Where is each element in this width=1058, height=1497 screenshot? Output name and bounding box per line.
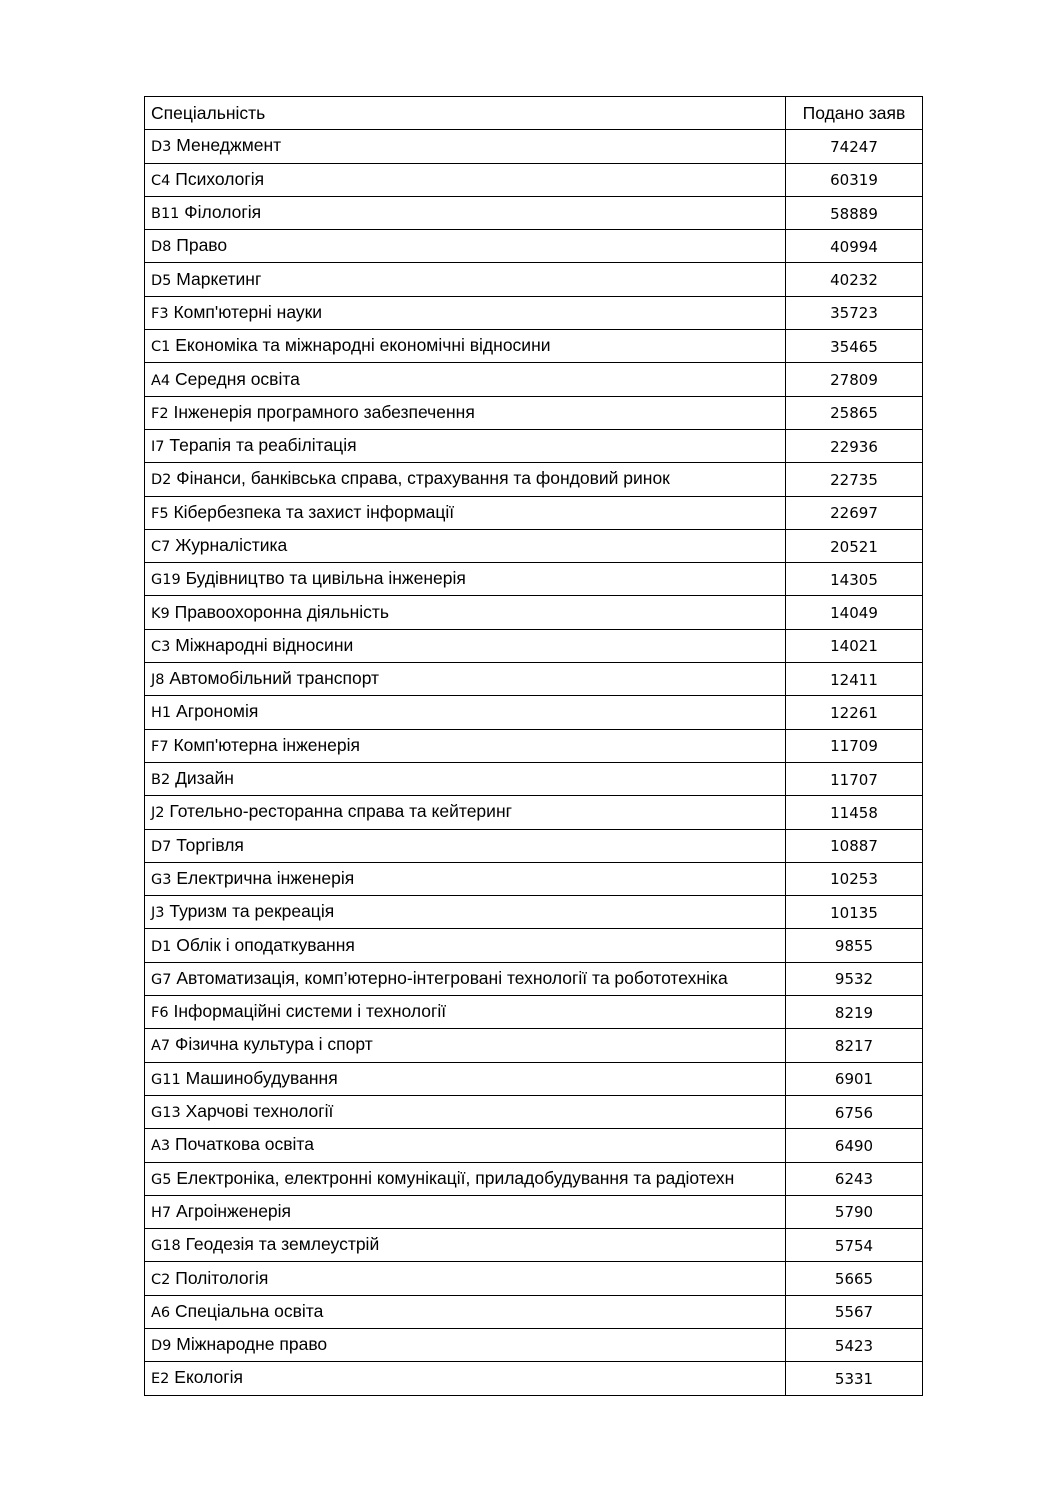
specialty-name: Правоохоронна діяльність	[174, 601, 390, 622]
specialty-code: G13	[151, 1105, 181, 1122]
applications-count	[786, 1362, 923, 1395]
applications-count	[786, 796, 923, 829]
applications-count	[786, 196, 923, 229]
applications-count	[786, 363, 923, 396]
specialty-cell	[145, 1328, 786, 1361]
specialty-code: F6	[151, 1005, 169, 1022]
specialty-cell	[145, 1095, 786, 1128]
specialty-name: Електрична інженерія	[176, 867, 355, 888]
table-row	[145, 1029, 923, 1062]
applications-count-value: 74247	[830, 137, 878, 156]
specialty-code: B11	[151, 206, 180, 223]
applications-count-value: 5754	[834, 1236, 874, 1255]
specialty-name: Будівництво та цивільна інженерія	[185, 568, 466, 589]
table-row	[145, 363, 923, 396]
specialty-code: A3	[151, 1138, 171, 1155]
applications-count-value: 9855	[834, 937, 874, 956]
applications-count	[786, 1229, 923, 1262]
specialty-code: D9	[151, 1338, 172, 1355]
specialty-code: J8	[151, 672, 165, 689]
specialty-name: Початкова освіта	[175, 1134, 314, 1155]
table-row	[145, 796, 923, 829]
specialty-name: Менеджмент	[176, 135, 282, 156]
specialty-code: D2	[151, 472, 172, 489]
specialty-code: D5	[151, 272, 172, 289]
applications-count-value: 9532	[834, 970, 874, 989]
applications-count	[786, 696, 923, 729]
applications-count-value: 5790	[834, 1203, 874, 1222]
specialty-code: K9	[151, 605, 170, 622]
specialty-cell	[145, 996, 786, 1029]
applications-count-value: 8219	[834, 1003, 874, 1022]
specialty-cell	[145, 396, 786, 429]
specialty-cell	[145, 1129, 786, 1162]
table-row	[145, 1328, 923, 1361]
table-row	[145, 563, 923, 596]
table-row	[145, 962, 923, 995]
applications-count	[786, 496, 923, 529]
specialty-name: Спеціальна освіта	[175, 1300, 324, 1321]
applications-count-value: 10253	[830, 870, 878, 889]
applications-count	[786, 1062, 923, 1095]
specialty-name: Міжнародні відносини	[175, 634, 354, 655]
specialty-name: Економіка та міжнародні економічні відносини	[175, 335, 551, 356]
applications-count	[786, 663, 923, 696]
specialty-cell	[145, 429, 786, 462]
table-row	[145, 429, 923, 462]
specialty-name: Торгівля	[176, 834, 244, 855]
applications-count	[786, 529, 923, 562]
applications-count	[786, 463, 923, 496]
table-row	[145, 263, 923, 296]
specialty-code: F2	[151, 405, 169, 422]
table-row	[145, 929, 923, 962]
specialty-code: D8	[151, 239, 172, 256]
specialty-name: Агроінженерія	[176, 1200, 292, 1221]
applications-count	[786, 829, 923, 862]
specialty-code: J3	[151, 905, 165, 922]
applications-count-value: 6901	[834, 1070, 874, 1089]
specialty-cell	[145, 363, 786, 396]
table-row	[145, 762, 923, 795]
applications-count-value: 60319	[830, 171, 878, 190]
specialty-cell	[145, 529, 786, 562]
specialty-name: Середня освіта	[175, 368, 300, 389]
applications-count-value: 22936	[830, 437, 878, 456]
specialty-name: Готельно-ресторанна справа та кейтеринг	[169, 801, 512, 822]
specialty-name: Харчові технології	[185, 1101, 334, 1122]
table-row	[145, 1262, 923, 1295]
applications-count-value: 8217	[834, 1036, 874, 1055]
specialty-name: Кібербезпека та захист інформації	[173, 501, 455, 522]
table-row	[145, 230, 923, 263]
table-row	[145, 729, 923, 762]
header-applications: Подано заяв	[786, 97, 923, 130]
applications-count-value: 6756	[834, 1103, 874, 1122]
specialty-name: Філологія	[184, 202, 262, 223]
specialty-cell	[145, 629, 786, 662]
applications-count-value: 10887	[830, 837, 878, 856]
applications-count-value: 58889	[830, 204, 878, 223]
applications-count	[786, 996, 923, 1029]
specialty-name: Автомобільний транспорт	[169, 668, 380, 689]
specialty-name: Психологія	[175, 168, 265, 189]
specialty-code: F7	[151, 738, 169, 755]
specialty-cell	[145, 463, 786, 496]
specialty-name: Екологія	[174, 1367, 244, 1388]
specialty-cell	[145, 862, 786, 895]
applications-count	[786, 629, 923, 662]
specialty-name: Електроніка, електронні комунікації, приладобудування та радіотехн	[176, 1167, 735, 1188]
specialty-cell	[145, 563, 786, 596]
applications-count	[786, 896, 923, 929]
specialty-code: H1	[151, 705, 172, 722]
specialty-code: G18	[151, 1238, 181, 1255]
applications-count	[786, 1095, 923, 1128]
specialty-cell	[145, 696, 786, 729]
table-row	[145, 696, 923, 729]
table-header-row	[145, 97, 923, 130]
table-row	[145, 296, 923, 329]
applications-count	[786, 163, 923, 196]
specialty-code: C2	[151, 1271, 171, 1288]
applications-count	[786, 1195, 923, 1228]
applications-count	[786, 596, 923, 629]
specialty-code: G5	[151, 1171, 172, 1188]
specialty-code: C1	[151, 339, 171, 356]
applications-count	[786, 230, 923, 263]
specialty-name: Геодезія та землеустрій	[185, 1234, 380, 1255]
specialty-name: Міжнародне право	[176, 1334, 328, 1355]
applications-count-value: 22735	[830, 470, 878, 489]
specialty-code: D3	[151, 139, 172, 156]
table-row	[145, 629, 923, 662]
applications-count-value: 12411	[830, 670, 878, 689]
specialty-name: Інженерія програмного забезпечення	[173, 401, 475, 422]
specialty-code: G11	[151, 1071, 181, 1088]
specialty-code: I7	[151, 439, 165, 456]
specialty-code: G3	[151, 871, 172, 888]
applications-count	[786, 1262, 923, 1295]
specialty-name: Фінанси, банківська справа, страхування та фондовий ринок	[176, 468, 670, 489]
specialty-cell	[145, 896, 786, 929]
applications-count-value: 27809	[830, 371, 878, 390]
specialty-name: Фізична культура і спорт	[175, 1034, 373, 1055]
specialty-cell	[145, 230, 786, 263]
specialty-name: Облік і оподаткування	[176, 934, 355, 955]
specialty-name: Машинобудування	[185, 1067, 338, 1088]
table-row	[145, 396, 923, 429]
specialty-cell	[145, 130, 786, 163]
table-row	[145, 596, 923, 629]
specialty-cell	[145, 1029, 786, 1062]
specialty-code: D1	[151, 938, 172, 955]
specialty-cell	[145, 596, 786, 629]
specialty-code: A4	[151, 372, 171, 389]
table-row	[145, 1162, 923, 1195]
applications-count	[786, 962, 923, 995]
header-specialty: Спеціальність	[145, 97, 786, 130]
table-row	[145, 896, 923, 929]
applications-count	[786, 929, 923, 962]
table-row	[145, 862, 923, 895]
table-row	[145, 163, 923, 196]
specialty-name: Маркетинг	[176, 268, 262, 289]
specialty-name: Дизайн	[175, 768, 234, 789]
specialty-code: C7	[151, 539, 171, 555]
applications-count	[786, 1162, 923, 1195]
specialty-code: B2	[151, 772, 171, 789]
specialty-cell	[145, 196, 786, 229]
applications-count	[786, 1029, 923, 1062]
specialty-name: Автоматизація, комп’ютерно-інтегровані технології та робототехніка	[176, 967, 728, 988]
specialty-code: D7	[151, 838, 172, 855]
specialty-cell	[145, 663, 786, 696]
table-row	[145, 496, 923, 529]
table-row	[145, 996, 923, 1029]
specialty-cell	[145, 762, 786, 795]
applications-count	[786, 296, 923, 329]
applications-count-value: 14021	[830, 637, 878, 656]
applications-count-value: 5665	[834, 1270, 874, 1289]
specialty-cell	[145, 929, 786, 962]
specialty-cell	[145, 496, 786, 529]
applications-count	[786, 396, 923, 429]
applications-count-value: 14305	[830, 570, 878, 589]
specialty-cell	[145, 163, 786, 196]
applications-count-value: 40994	[830, 237, 878, 256]
applications-count-value: 11707	[830, 770, 878, 789]
specialty-code: G7	[151, 971, 172, 988]
applications-count	[786, 330, 923, 363]
applications-table	[144, 96, 923, 1396]
applications-count-value: 6243	[834, 1170, 874, 1189]
applications-count-value: 22697	[830, 504, 878, 523]
applications-count	[786, 1328, 923, 1361]
applications-count	[786, 862, 923, 895]
specialty-cell	[145, 796, 786, 829]
applications-count-value: 40232	[830, 271, 878, 290]
specialty-code: F3	[151, 305, 169, 322]
specialty-cell	[145, 829, 786, 862]
specialty-code: G19	[151, 572, 181, 589]
specialty-cell	[145, 1295, 786, 1328]
specialty-cell	[145, 296, 786, 329]
applications-count-value: 25865	[830, 404, 878, 423]
applications-count-value: 5423	[834, 1336, 874, 1355]
table-row	[145, 196, 923, 229]
applications-count	[786, 729, 923, 762]
applications-count-value: 5567	[834, 1303, 874, 1322]
applications-count-value: 11458	[830, 803, 878, 822]
specialty-name: Терапія та реабілітація	[169, 435, 357, 456]
specialty-code: H7	[151, 1204, 172, 1221]
table-row	[145, 130, 923, 163]
specialty-name: Туризм та рекреація	[169, 901, 335, 922]
table-row	[145, 330, 923, 363]
applications-count-value: 10135	[830, 903, 878, 922]
table-row	[145, 1195, 923, 1228]
specialty-code: C3	[151, 638, 171, 655]
applications-count	[786, 1129, 923, 1162]
specialty-cell	[145, 1162, 786, 1195]
table-row	[145, 1095, 923, 1128]
specialty-name: Агрономія	[176, 701, 259, 722]
applications-count	[786, 762, 923, 795]
specialty-cell	[145, 1362, 786, 1395]
specialty-cell	[145, 962, 786, 995]
applications-count	[786, 1295, 923, 1328]
specialty-name: Політологія	[175, 1267, 269, 1288]
applications-count	[786, 130, 923, 163]
applications-count-value: 6490	[834, 1136, 874, 1155]
table-row	[145, 1295, 923, 1328]
applications-count-value: 11709	[830, 737, 878, 756]
specialty-cell	[145, 1062, 786, 1095]
specialty-cell	[145, 1229, 786, 1262]
table-row	[145, 663, 923, 696]
table-row	[145, 829, 923, 862]
table-row	[145, 529, 923, 562]
applications-count	[786, 563, 923, 596]
specialty-name: Інформаційні системи і технології	[173, 1001, 447, 1022]
applications-count-value: 35723	[830, 304, 878, 323]
specialty-code: F5	[151, 505, 169, 522]
applications-count	[786, 263, 923, 296]
applications-count-value: 5331	[834, 1369, 874, 1388]
specialty-cell	[145, 1262, 786, 1295]
applications-count-value: 35465	[830, 337, 878, 356]
specialty-name: Комп'ютерні науки	[173, 301, 323, 322]
specialty-cell	[145, 729, 786, 762]
applications-count-value: 20521	[830, 537, 878, 556]
specialty-code: C4	[151, 172, 171, 189]
specialty-name: Журналістика	[175, 535, 288, 555]
specialty-cell	[145, 330, 786, 363]
table-row	[145, 1062, 923, 1095]
specialty-code: A7	[151, 1038, 171, 1055]
applications-count-value: 14049	[830, 604, 878, 623]
table-row	[145, 463, 923, 496]
specialty-name: Комп'ютерна інженерія	[173, 734, 360, 755]
table-row	[145, 1229, 923, 1262]
specialty-cell	[145, 1195, 786, 1228]
specialty-cell	[145, 263, 786, 296]
specialty-code: E2	[151, 1371, 170, 1388]
specialty-name: Право	[176, 235, 228, 256]
specialty-code: A6	[151, 1304, 171, 1321]
applications-count	[786, 429, 923, 462]
specialty-code: J2	[151, 805, 165, 822]
table-row	[145, 1129, 923, 1162]
table-row	[145, 1362, 923, 1395]
applications-count-value: 12261	[830, 703, 878, 722]
